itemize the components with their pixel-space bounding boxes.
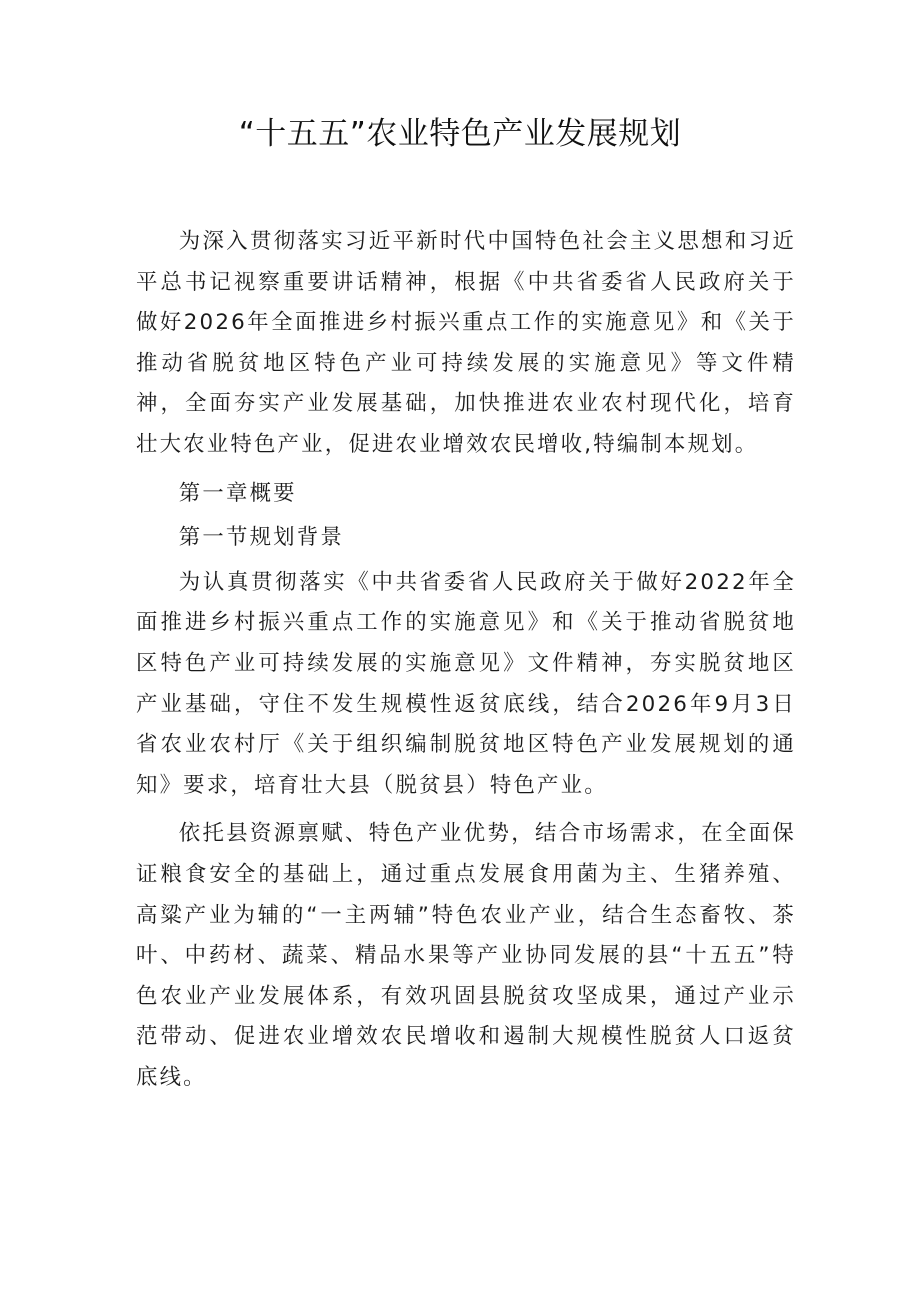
chapter-heading: 第一章概要 [178, 480, 297, 506]
development-paragraph: 依托县资源禀赋、特色产业优势，结合市场需求，在全面保证粮食安全的基础上，通过重点发展食用菌为主、生猪养殖、高粱产业为辅的“一主两辅”特色农业产业，结合生态畜牧、茶叶、中药材、蔬菜、精品水果等产业协同发展的县“十五五”特色农业产业发展体系，有效巩固县脱贫攻坚成果，通过产业示范带动、促进农业增效农民增收和遏制大规模性脱贫人口返贫底线。 [136, 821, 796, 1090]
document-title: “十五五”农业特色产业发展规划 [238, 116, 682, 152]
intro-paragraph: 为深入贯彻落实习近平新时代中国特色社会主义思想和习近平总书记视察重要讲话精神，根据《中共省委省人民政府关于做好2026年全面推进乡村振兴重点工作的实施意见》和《关于推动省脱贫地区特色产业可持续发展的实施意见》等文件精神，全面夯实产业发展基础，加快推进农业农村现代化，培育壮大农业特色产业，促进农业增效农民增收,特编制本规划。 [136, 229, 796, 457]
section-heading: 第一节规划背景 [178, 525, 344, 551]
background-paragraph: 为认真贯彻落实《中共省委省人民政府关于做好2022年全面推进乡村振兴重点工作的实施意见》和《关于推动省脱贫地区特色产业可持续发展的实施意见》文件精神，夯实脱贫地区产业基础，守住不发生规模性返贫底线，结合2026年9月3日省农业农村厅《关于组织编制脱贫地区特色产业发展规划的通知》要求，培育壮大县（脱贫县）特色产业。 [136, 569, 796, 798]
document-body [136, 222, 796, 1106]
